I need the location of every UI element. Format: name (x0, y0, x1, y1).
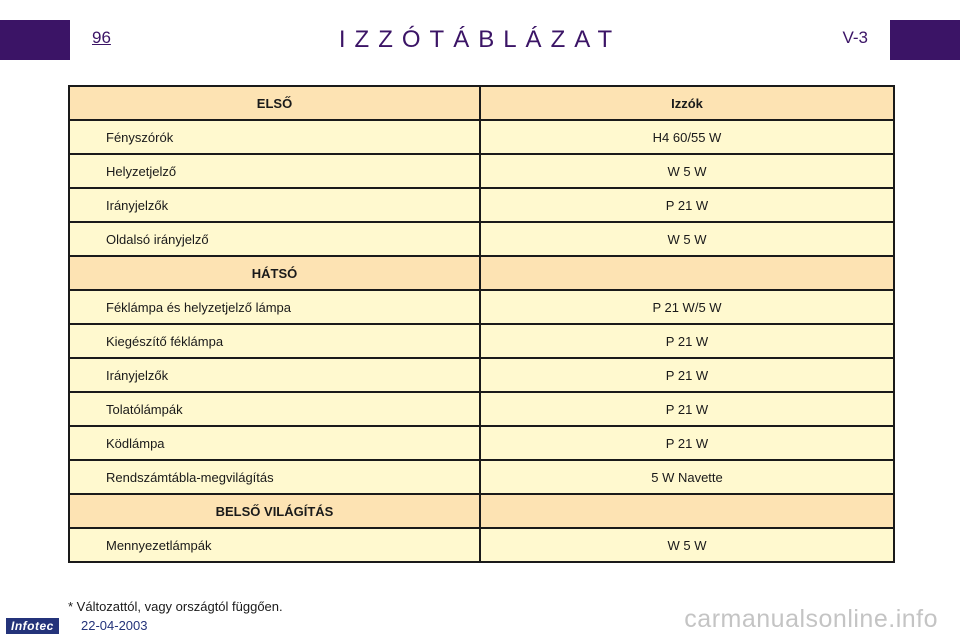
bulb-type: 5 W Navette (480, 460, 894, 494)
table-row (69, 324, 894, 358)
bulb-table (68, 85, 895, 563)
bulb-type: W 5 W (480, 222, 894, 256)
bulb-location: Fényszórók (69, 120, 480, 154)
bulb-type: P 21 W/5 W (480, 290, 894, 324)
rear-section-header: HÁTSÓ (69, 256, 480, 290)
watermark: carmanualsonline.info (684, 605, 938, 633)
table-row (69, 426, 894, 460)
interior-section-empty (480, 494, 894, 528)
table-row (69, 358, 894, 392)
interior-section-header: BELSŐ VILÁGÍTÁS (69, 494, 480, 528)
date-stamp: 22-04-2003 (81, 618, 148, 633)
table-header-row (69, 86, 894, 120)
bulb-type: P 21 W (480, 392, 894, 426)
bulb-type: P 21 W (480, 358, 894, 392)
table-row (69, 290, 894, 324)
bulb-type: H4 60/55 W (480, 120, 894, 154)
bulb-type: W 5 W (480, 528, 894, 562)
infotec-logo: Infotec (6, 618, 59, 634)
bulb-type: W 5 W (480, 154, 894, 188)
footnote: * Változattól, vagy országtól függően. (68, 599, 283, 614)
rear-section-empty (480, 256, 894, 290)
page-number[interactable]: 96 (92, 28, 111, 47)
bulb-location: Rendszámtábla-megvilágítás (69, 460, 480, 494)
section-code: V-3 (842, 28, 868, 47)
bulb-location: Kiegészítő féklámpa (69, 324, 480, 358)
rear-section-row (69, 256, 894, 290)
table-row (69, 188, 894, 222)
bulb-location: Irányjelzők (69, 188, 480, 222)
bulb-location: Féklámpa és helyzetjelző lámpa (69, 290, 480, 324)
bulb-location: Ködlámpa (69, 426, 480, 460)
front-section-header: ELSŐ (69, 86, 480, 120)
bulb-type: P 21 W (480, 188, 894, 222)
table-row (69, 460, 894, 494)
page-title: IZZÓTÁBLÁZAT (338, 26, 622, 53)
interior-section-row (69, 494, 894, 528)
table-row (69, 154, 894, 188)
bulb-location: Irányjelzők (69, 358, 480, 392)
bulb-location: Mennyezetlámpák (69, 528, 480, 562)
table-row (69, 222, 894, 256)
table-row (69, 120, 894, 154)
bulbs-column-header: Izzók (480, 86, 894, 120)
bulb-location: Oldalsó irányjelző (69, 222, 480, 256)
bulb-type: P 21 W (480, 426, 894, 460)
bulb-location: Helyzetjelző (69, 154, 480, 188)
bulb-location: Tolatólámpák (69, 392, 480, 426)
table-row (69, 528, 894, 562)
table-row (69, 392, 894, 426)
bulb-type: P 21 W (480, 324, 894, 358)
